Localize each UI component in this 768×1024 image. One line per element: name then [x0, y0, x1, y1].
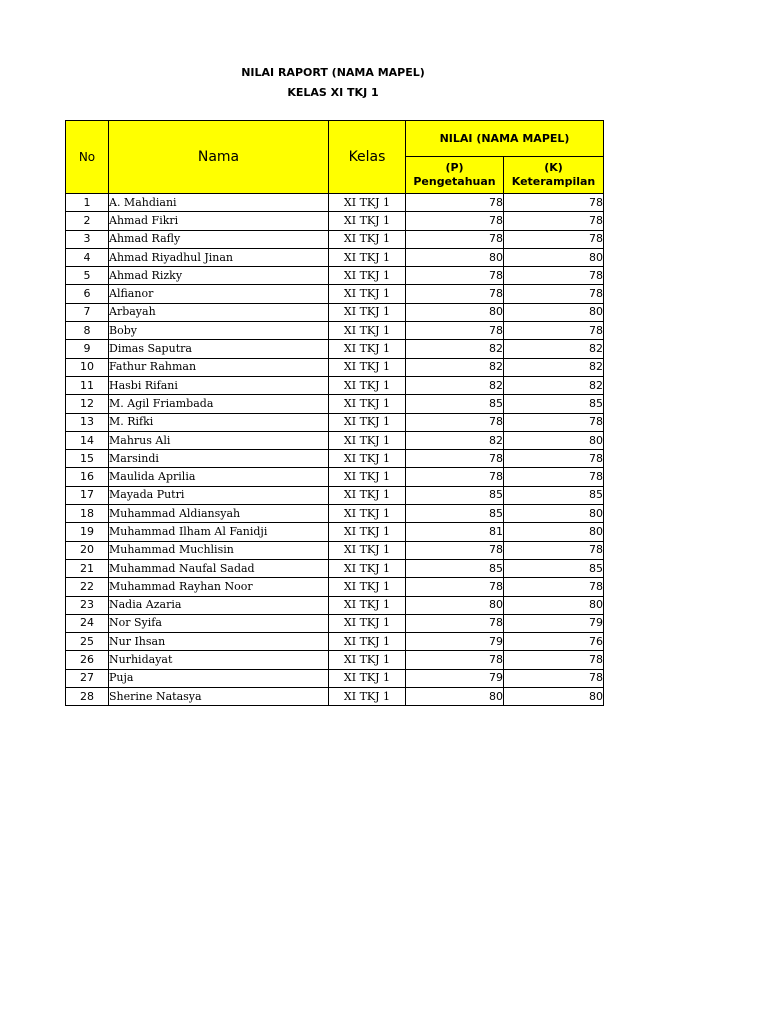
- cell-pengetahuan: 78: [406, 614, 504, 632]
- cell-no: 10: [66, 358, 109, 376]
- cell-kelas: XI TKJ 1: [329, 669, 406, 687]
- cell-kelas: XI TKJ 1: [329, 322, 406, 340]
- header-k-code: (K): [544, 161, 563, 174]
- cell-keterampilan: 78: [504, 285, 604, 303]
- cell-nama: Muhammad Muchlisin: [109, 541, 329, 559]
- cell-no: 16: [66, 468, 109, 486]
- cell-nama: Marsindi: [109, 450, 329, 468]
- cell-no: 14: [66, 431, 109, 449]
- cell-no: 24: [66, 614, 109, 632]
- cell-no: 7: [66, 303, 109, 321]
- cell-pengetahuan: 81: [406, 523, 504, 541]
- cell-keterampilan: 82: [504, 376, 604, 394]
- cell-pengetahuan: 85: [406, 559, 504, 577]
- cell-kelas: XI TKJ 1: [329, 212, 406, 230]
- cell-kelas: XI TKJ 1: [329, 523, 406, 541]
- table-row: [66, 541, 604, 559]
- cell-kelas: XI TKJ 1: [329, 376, 406, 394]
- cell-keterampilan: 80: [504, 303, 604, 321]
- class-title: KELAS XI TKJ 1: [287, 86, 379, 99]
- grades-table: [65, 120, 604, 706]
- cell-pengetahuan: 78: [406, 322, 504, 340]
- cell-keterampilan: 78: [504, 413, 604, 431]
- table-row: [66, 340, 604, 358]
- cell-nama: Muhammad Rayhan Noor: [109, 578, 329, 596]
- cell-pengetahuan: 78: [406, 651, 504, 669]
- table-row: [66, 633, 604, 651]
- cell-nama: Mayada Putri: [109, 486, 329, 504]
- cell-nama: Muhammad Ilham Al Fanidji: [109, 523, 329, 541]
- table-row: [66, 267, 604, 285]
- cell-kelas: XI TKJ 1: [329, 468, 406, 486]
- cell-no: 27: [66, 669, 109, 687]
- cell-kelas: XI TKJ 1: [329, 486, 406, 504]
- cell-nama: Ahmad Rizky: [109, 267, 329, 285]
- cell-nama: Puja: [109, 669, 329, 687]
- cell-pengetahuan: 78: [406, 285, 504, 303]
- cell-no: 19: [66, 523, 109, 541]
- header-nama: Nama: [109, 121, 329, 194]
- cell-no: 20: [66, 541, 109, 559]
- table-row: [66, 285, 604, 303]
- cell-pengetahuan: 85: [406, 505, 504, 523]
- cell-kelas: XI TKJ 1: [329, 651, 406, 669]
- cell-kelas: XI TKJ 1: [329, 431, 406, 449]
- table-row: [66, 413, 604, 431]
- cell-no: 26: [66, 651, 109, 669]
- cell-pengetahuan: 80: [406, 248, 504, 266]
- cell-pengetahuan: 78: [406, 194, 504, 212]
- cell-keterampilan: 76: [504, 633, 604, 651]
- cell-nama: Ahmad Fikri: [109, 212, 329, 230]
- cell-kelas: XI TKJ 1: [329, 267, 406, 285]
- cell-no: 17: [66, 486, 109, 504]
- table-row: [66, 194, 604, 212]
- header-p-code: (P): [445, 161, 464, 174]
- header-pengetahuan: [406, 157, 504, 194]
- table-row: [66, 468, 604, 486]
- cell-keterampilan: 78: [504, 450, 604, 468]
- cell-nama: Hasbi Rifani: [109, 376, 329, 394]
- cell-nama: Arbayah: [109, 303, 329, 321]
- cell-nama: Mahrus Ali: [109, 431, 329, 449]
- cell-pengetahuan: 78: [406, 450, 504, 468]
- cell-nama: Nur Ihsan: [109, 633, 329, 651]
- table-row: [66, 614, 604, 632]
- cell-no: 15: [66, 450, 109, 468]
- cell-nama: Dimas Saputra: [109, 340, 329, 358]
- cell-keterampilan: 78: [504, 468, 604, 486]
- cell-nama: Nurhidayat: [109, 651, 329, 669]
- cell-kelas: XI TKJ 1: [329, 230, 406, 248]
- cell-pengetahuan: 80: [406, 688, 504, 706]
- cell-keterampilan: 78: [504, 194, 604, 212]
- table-row: [66, 578, 604, 596]
- cell-kelas: XI TKJ 1: [329, 596, 406, 614]
- table-row: [66, 559, 604, 577]
- table-row: [66, 431, 604, 449]
- cell-nama: Alfianor: [109, 285, 329, 303]
- cell-kelas: XI TKJ 1: [329, 413, 406, 431]
- cell-nama: Boby: [109, 322, 329, 340]
- cell-pengetahuan: 78: [406, 578, 504, 596]
- cell-pengetahuan: 82: [406, 431, 504, 449]
- cell-pengetahuan: 78: [406, 267, 504, 285]
- cell-keterampilan: 79: [504, 614, 604, 632]
- cell-keterampilan: 78: [504, 578, 604, 596]
- cell-keterampilan: 78: [504, 669, 604, 687]
- cell-no: 5: [66, 267, 109, 285]
- cell-keterampilan: 80: [504, 596, 604, 614]
- cell-pengetahuan: 78: [406, 230, 504, 248]
- table-row: [66, 322, 604, 340]
- table-row: [66, 523, 604, 541]
- cell-keterampilan: 80: [504, 431, 604, 449]
- cell-no: 9: [66, 340, 109, 358]
- table-row: [66, 303, 604, 321]
- cell-keterampilan: 80: [504, 248, 604, 266]
- cell-no: 25: [66, 633, 109, 651]
- cell-keterampilan: 82: [504, 358, 604, 376]
- cell-kelas: XI TKJ 1: [329, 688, 406, 706]
- cell-no: 13: [66, 413, 109, 431]
- cell-kelas: XI TKJ 1: [329, 559, 406, 577]
- grades-table-header: [66, 121, 604, 194]
- table-row: [66, 450, 604, 468]
- table-row: [66, 248, 604, 266]
- header-keterampilan: [504, 157, 604, 194]
- cell-keterampilan: 85: [504, 559, 604, 577]
- cell-nama: M. Rifki: [109, 413, 329, 431]
- cell-no: 8: [66, 322, 109, 340]
- header-p-label: Pengetahuan: [413, 175, 496, 188]
- cell-keterampilan: 78: [504, 230, 604, 248]
- cell-pengetahuan: 78: [406, 413, 504, 431]
- cell-pengetahuan: 80: [406, 303, 504, 321]
- grades-table-body: [66, 194, 604, 706]
- cell-kelas: XI TKJ 1: [329, 194, 406, 212]
- cell-kelas: XI TKJ 1: [329, 358, 406, 376]
- table-row: [66, 486, 604, 504]
- cell-keterampilan: 80: [504, 688, 604, 706]
- cell-kelas: XI TKJ 1: [329, 303, 406, 321]
- cell-kelas: XI TKJ 1: [329, 541, 406, 559]
- cell-no: 18: [66, 505, 109, 523]
- cell-kelas: XI TKJ 1: [329, 248, 406, 266]
- cell-kelas: XI TKJ 1: [329, 450, 406, 468]
- cell-nama: Muhammad Naufal Sadad: [109, 559, 329, 577]
- cell-nama: Ahmad Riyadhul Jinan: [109, 248, 329, 266]
- header-no: No: [66, 121, 109, 194]
- cell-nama: A. Mahdiani: [109, 194, 329, 212]
- cell-pengetahuan: 79: [406, 633, 504, 651]
- table-row: [66, 395, 604, 413]
- cell-keterampilan: 80: [504, 505, 604, 523]
- cell-no: 3: [66, 230, 109, 248]
- cell-nama: Muhammad Aldiansyah: [109, 505, 329, 523]
- cell-keterampilan: 80: [504, 523, 604, 541]
- cell-pengetahuan: 78: [406, 468, 504, 486]
- cell-no: 2: [66, 212, 109, 230]
- table-row: [66, 230, 604, 248]
- cell-pengetahuan: 80: [406, 596, 504, 614]
- table-row: [66, 669, 604, 687]
- cell-keterampilan: 85: [504, 395, 604, 413]
- cell-no: 12: [66, 395, 109, 413]
- cell-pengetahuan: 79: [406, 669, 504, 687]
- cell-keterampilan: 78: [504, 322, 604, 340]
- cell-pengetahuan: 82: [406, 340, 504, 358]
- cell-pengetahuan: 85: [406, 395, 504, 413]
- cell-nama: Sherine Natasya: [109, 688, 329, 706]
- cell-nama: Fathur Rahman: [109, 358, 329, 376]
- cell-pengetahuan: 78: [406, 212, 504, 230]
- table-row: [66, 358, 604, 376]
- cell-kelas: XI TKJ 1: [329, 285, 406, 303]
- header-k-label: Keterampilan: [511, 175, 596, 188]
- cell-no: 11: [66, 376, 109, 394]
- cell-kelas: XI TKJ 1: [329, 505, 406, 523]
- cell-kelas: XI TKJ 1: [329, 395, 406, 413]
- cell-keterampilan: 85: [504, 486, 604, 504]
- table-row: [66, 376, 604, 394]
- cell-nama: Ahmad Rafly: [109, 230, 329, 248]
- cell-keterampilan: 78: [504, 651, 604, 669]
- table-row: [66, 688, 604, 706]
- cell-no: 21: [66, 559, 109, 577]
- cell-kelas: XI TKJ 1: [329, 633, 406, 651]
- cell-nama: Maulida Aprilia: [109, 468, 329, 486]
- cell-no: 28: [66, 688, 109, 706]
- cell-nama: Nor Syifa: [109, 614, 329, 632]
- cell-no: 23: [66, 596, 109, 614]
- header-nilai: NILAI (NAMA MAPEL): [406, 121, 604, 157]
- cell-pengetahuan: 78: [406, 541, 504, 559]
- header-kelas: Kelas: [329, 121, 406, 194]
- cell-no: 6: [66, 285, 109, 303]
- cell-kelas: XI TKJ 1: [329, 614, 406, 632]
- cell-keterampilan: 78: [504, 541, 604, 559]
- cell-pengetahuan: 82: [406, 376, 504, 394]
- cell-nama: Nadia Azaria: [109, 596, 329, 614]
- cell-keterampilan: 78: [504, 267, 604, 285]
- cell-pengetahuan: 85: [406, 486, 504, 504]
- table-row: [66, 212, 604, 230]
- cell-no: 1: [66, 194, 109, 212]
- table-row: [66, 651, 604, 669]
- report-title: NILAI RAPORT (NAMA MAPEL): [241, 66, 425, 79]
- cell-nama: M. Agil Friambada: [109, 395, 329, 413]
- cell-keterampilan: 82: [504, 340, 604, 358]
- cell-pengetahuan: 82: [406, 358, 504, 376]
- table-row: [66, 505, 604, 523]
- table-row: [66, 596, 604, 614]
- cell-kelas: XI TKJ 1: [329, 340, 406, 358]
- cell-no: 4: [66, 248, 109, 266]
- cell-no: 22: [66, 578, 109, 596]
- cell-kelas: XI TKJ 1: [329, 578, 406, 596]
- cell-keterampilan: 78: [504, 212, 604, 230]
